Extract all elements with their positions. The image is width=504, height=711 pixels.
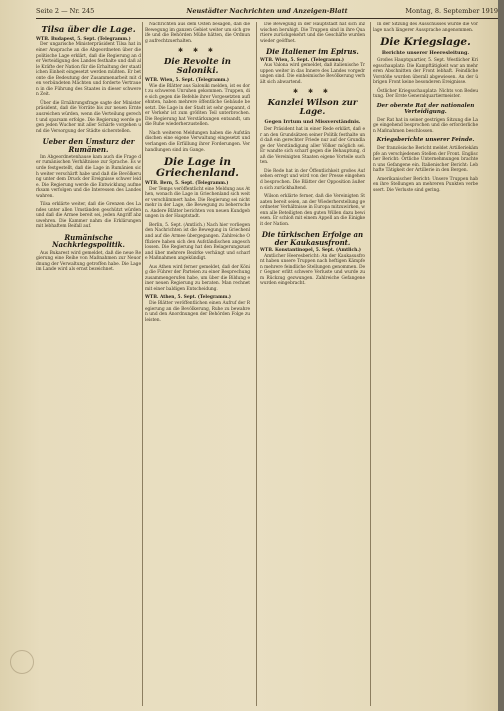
section-separator: ✱ ✱ ✱ — [178, 47, 217, 55]
column-1 — [36, 22, 141, 706]
article-body: Der Rat hat in seiner gestrigen Sitzung die Lage eingehend besprochen und die erforderlichen Maßnahmen beschlossen. — [373, 117, 478, 134]
article-dateline: WTB. Athen, 5. Sept. (Telegramm.) — [145, 295, 232, 301]
article-body: Tilsa erklärte weiter, daß die Grenzen des Landes unter allen Umständen geschützt würden und daß die Armee bereit sei, jeden Angriff abzuwehren. Die Kammer nahm die Erklärungen mit lebhaftem Beifall auf. — [36, 202, 141, 230]
article-body: Östlicher Kriegsschauplatz: Nichts von Bedeutung. Der Erste Generalquartiermeister. — [373, 88, 478, 100]
article-headline: Kriegsberichte unserer Feinde. — [376, 137, 475, 144]
article-body: Über die Ernährungsfrage sagte der Ministerpräsident, daß die Vorräte bis zur neuen Ernte ausreichen würden, wenn die Verteilung gerecht und sparsam erfolge. Die Regierung werde gegen jeden Wucher mit aller Schärfe vorgehen und die Versorgung der Städte sicherstellen. — [36, 100, 141, 134]
library-stamp-icon — [10, 650, 34, 674]
article-body: Der Präsident hat in einer Rede erklärt, daß er an den Grundsätzen seiner Politik festhalte und daß ein gerechter Friede nur auf der Grundlage der Verständigung aller Völker möglich sei. Er wandte sich scharf gegen die Behauptung, daß die Vereinigten Staaten eigene Vorteile suchten. — [260, 127, 365, 166]
article-headline: Die Kriegslage. — [380, 36, 471, 49]
article-body: Nach weiteren Meldungen haben die Aufständischen eine eigene Verwaltung eingesetzt und verlangen die Erfüllung ihrer Forderungen. Verhandlungen sind im Gange. — [145, 130, 250, 153]
article-body: Die Rede hat in der Öffentlichkeit großes Aufsehen erregt und wird von der Presse eingehend besprochen. Die Blätter der Opposition äußern sich zurückhaltend. — [260, 168, 365, 191]
article-headline: Tilsa über die Lage. — [41, 25, 136, 35]
masthead-title: Neustädter Nachrichten und Anzeigen-Blatt — [186, 7, 348, 15]
article-body: Der Temps veröffentlicht eine Meldung aus Athen, wonach die Lage in Griechenland sich weiter verschlimmert habe. Die Regierung sei nicht mehr in der Lage, die Bewegung zu beherrschen. Andere Blätter berichten von neuen Kundgebungen in der Hauptstadt. — [145, 186, 250, 220]
section-separator: ✱ ✱ ✱ — [293, 88, 332, 96]
article-headline: Kanzlei Wilson zur Lage. — [267, 98, 358, 118]
article-body: Aus Athen wird ferner gemeldet, daß der König die Führer der Parteien zu einer Besprechung zusammengerufen habe, um über die Bildung einer neuen Regierung zu beraten. Man rechnet mit einer baldigen Entscheidung. — [145, 264, 250, 292]
page-edge — [498, 0, 504, 711]
article-headline: Ueber den Umsturz der Rumänen. — [42, 137, 135, 154]
column-4 — [373, 22, 478, 706]
column-rule — [256, 22, 257, 706]
column-rule — [142, 22, 143, 706]
article-body: Aus Bukarest wird gemeldet, daß die neue Regierung eine Reihe von Maßnahmen zur Neuordnung der Verwaltung getroffen habe. Die Lage im Lande wird als ernst bezeichnet. — [36, 250, 141, 273]
article-body: Die Blätter veröffentlichen einen Aufruf der Regierung an die Bevölkerung, Ruhe zu bewahren und den Anordnungen der Behörden Folge zu leisten. — [145, 300, 250, 323]
article-body: Der französische Bericht meldet Artilleriekämpfe an verschiedenen Stellen der Front. Englischer Bericht: Örtliche Unternehmungen brachten uns Gefangene ein. Italienischer Bericht: Lebhafte Tätigkeit der Artillerie in den Bergen. — [373, 146, 478, 174]
article-dateline: WTB. Konstantinopel, 5. Sept. (Amtlich.) — [260, 248, 361, 254]
article-headline: Die Revolte in Saloniki. — [164, 57, 231, 77]
page-number: Seite 2 — Nr. 245 — [36, 7, 95, 15]
article-dateline: WTB. Wien, 5. Sept. (Telegramm.) — [260, 57, 344, 63]
article-dateline: WTB. Budapest, 5. Sept. (Telegramm.) — [36, 36, 131, 42]
article-body: Großes Hauptquartier, 5. Sept. Westlicher Kriegsschauplatz: Die Kampftätigkeit war an mehreren Abschnitten der Front lebhaft. Feindliche Vorstöße wurden überall abgewiesen. An der übrigen Front keine besonderen Ereignisse. — [373, 58, 478, 86]
article-headline: Die Italiener im Epirus. — [266, 47, 359, 57]
article-body: Der ungarische Ministerpräsident Tilsa hat in einer Ansprache an die Abgeordneten über die politische Lage erklärt, daß die Regierung an der Verteidigung des Landes festhalte und daß alle Kräfte der Nation für die Erhaltung der staatlichen Einheit eingesetzt werden müßten. Er betonte die Bedeutung der Zusammenarbeit mit den verbündeten Mächten und forderte Vertrauen in die Führung des Staates in dieser schweren Zeit. — [36, 42, 141, 98]
article-dateline: WTB. Bern, 5. Sept. (Telegramm.) — [145, 181, 229, 187]
issue-date: Montag, 8. September 1919 — [405, 7, 498, 15]
article-body: Wie die Blätter aus Saloniki melden, ist es dort zu schweren Unruhen gekommen. Truppen, die sich gegen die Befehle ihrer Vorgesetzten auflehnten, haben mehrere öffentliche Gebäude besetzt. Die Lage in der Stadt ist sehr gespannt, der Verkehr ist zum größten Teil unterbrochen. Die Regierung hat Verstärkungen entsandt, um die Ruhe wiederherzustellen. — [145, 83, 250, 128]
article-body: Im Abgeordnetenhause kam auch die Frage der rumänischen Verhältnisse zur Sprache. Es wurde festgestellt, daß die Lage in Rumänien sich weiter verschärft habe und daß die Bevölkerung unter dem Druck der Ereignisse schwer leide. Die Regierung werde die Entwicklung aufmerksam verfolgen und die Interessen des Landes wahren. — [36, 154, 141, 199]
column-rule — [370, 22, 371, 706]
article-subheadline: Berichte unserer Heeresleitung. — [381, 50, 470, 57]
article-body: In der Sitzung des Ausschusses wurde die Vorlage nach längerer Aussprache angenommen. — [373, 22, 478, 33]
article-body: Berlin, 5. Sept. (Amtlich.) Nach hier vorliegenden Nachrichten ist die Bewegung in Griechenland auf die Armee übergegangen. Zahlreiche Offiziere haben sich den Aufständischen angeschlossen. Die Regierung hat den Belagerungszustand über mehrere Bezirke verhängt und scharfe Maßnahmen angekündigt. — [145, 222, 250, 262]
article-headline: Rumänische Nachkriegspolitik. — [52, 232, 125, 250]
page-header — [36, 4, 498, 19]
article-headline: Der oberste Rat der nationalen Verteidigung. — [376, 102, 475, 115]
column-3 — [260, 22, 365, 706]
article-body: Amtlicher Heeresbericht: An der Kaukasusfront haben unsere Truppen nach heftigen Kämpfen mehrere feindliche Stellungen genommen. Der Gegner erlitt schwere Verluste und wurde zum Rückzug gezwungen. Zahlreiche Gefangene wurden eingebracht. — [260, 253, 365, 287]
article-headline: Die Lage in Griechenland. — [156, 156, 239, 180]
article-dateline: WTB. Wien, 5. Sept. (Telegramm.) — [145, 78, 229, 84]
article-body: Nachrichten aus dem Osten besagen, daß die Bewegung im ganzen Gebiet weiter um sich greife und die Behörden Mühe hätten, die Ordnung aufrechtzuerhalten. — [145, 22, 250, 44]
article-body: Aus Valona wird gemeldet, daß italienische Truppen weiter in das Innere des Landes vorgedrungen sind. Die einheimische Bevölkerung verhält sich abwartend. — [260, 63, 365, 85]
article-headline: Die türkischen Erfolge an der Kaukasusfront. — [261, 230, 364, 247]
article-subheadline: Gegen Irrtum und Missverständnis. — [264, 119, 361, 126]
column-2 — [145, 22, 250, 706]
article-body: Amerikanischer Bericht: Unsere Truppen haben ihre Stellungen an mehreren Punkten verbessert. Die Verluste sind gering. — [373, 176, 478, 193]
article-body: Die Bewegung in der Hauptstadt hat sich inzwischen beruhigt. Die Truppen sind in ihre Quartiere zurückgekehrt und die Geschäfte wurden wieder geöffnet. — [260, 22, 365, 44]
article-body: Wilson erklärte ferner, daß die Vereinigten Staaten bereit seien, an der Wiederherstellung geordneter Verhältnisse in Europa mitzuwirken, wenn alle Beteiligten den guten Willen dazu bewiesen. Er schloß mit einem Appell an die Einigkeit der Nation. — [260, 194, 365, 227]
